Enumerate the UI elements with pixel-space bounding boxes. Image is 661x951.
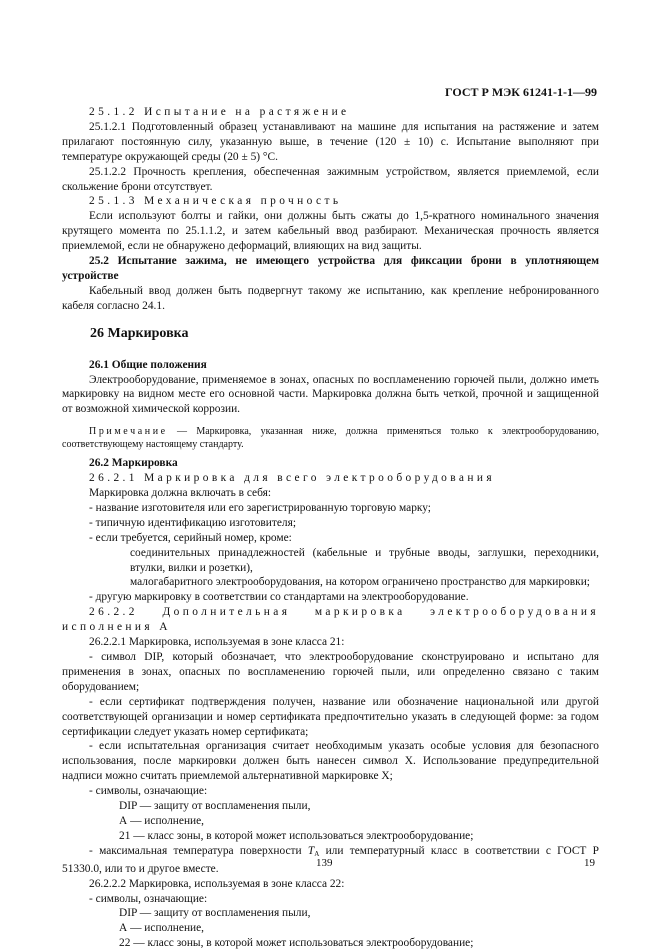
- document-header: ГОСТ Р МЭК 61241-1-1—99: [445, 85, 597, 99]
- list-item: - символы, означающие:: [89, 892, 208, 905]
- list-item: - если сертификат подтверждения получен, название или обозначение национальной или другой соответствующей организации и номер сертификата предпочтительно указать в следующей форме: за годом сертификации следует указать номер сертификата;: [62, 695, 599, 738]
- section-heading: 26.2 Маркировка: [89, 457, 178, 470]
- sub-list-item: А — исполнение,: [119, 814, 205, 827]
- paragraph: Если используют болты и гайки, они должны быть сжаты до 1,5-кратного номинального значения крутящего момента по 25.1.1.2, и затем кабельный ввод разбирают. Механическая прочность является приемлемой, если не обнаружено деформаций, влияющих на вид защиты.: [62, 210, 599, 253]
- note-label: Примечание: [89, 426, 168, 438]
- section-heading: 25.1.3 Механическая прочность: [89, 195, 342, 208]
- paragraph: 26.2.2.1 Маркировка, используемая в зоне класса 21:: [89, 636, 345, 649]
- sub-list-item: 22 — класс зоны, в которой может использоваться электрооборудование;: [119, 937, 474, 950]
- text-fragment: - максимальная температура поверхности: [89, 844, 308, 857]
- paragraph: Маркировка должна включать в себя:: [89, 487, 272, 500]
- sub-list-item: соединительных принадлежностей (кабельные и трубные вводы, заглушки, переходники, втулки, вилки и розетки),: [130, 546, 599, 574]
- list-item: - типичную идентификацию изготовителя;: [89, 516, 296, 529]
- paragraph: 25.1.2.2 Прочность крепления, обеспеченная зажимным устройством, является приемлемой, если скольжение брони отсутствует.: [62, 165, 599, 193]
- section-heading: 25.2 Испытание зажима, не имеющего устройства для фиксации брони в уплотняющем устройстве: [62, 255, 599, 282]
- note: [62, 425, 599, 451]
- page-number-center: 139: [316, 857, 333, 869]
- temperature-subscript: A: [314, 849, 320, 858]
- text-fragment: или температурный класс в соответствии с ГОСТ Р 51330.0, или то и другое вместе.: [62, 844, 599, 875]
- section-heading: 25.1.2 Испытание на растяжение: [89, 106, 350, 118]
- paragraph: Кабельный ввод должен быть подвергнут такому же испытанию, как крепление небронированного кабеля согласно 24.1.: [62, 284, 599, 312]
- sub-list-item: малогабаритного электрооборудования, на котором ограничено пространство для маркировки;: [130, 576, 590, 589]
- note-text: — Маркировка, указанная ниже, должна применяться только к электрооборудованию, соответствующему настоящему стандарту.: [62, 426, 599, 451]
- list-item: - название изготовителя или его зарегистрированную торговую марку;: [89, 501, 431, 514]
- temperature-symbol: T: [307, 844, 315, 857]
- list-item: - символы, означающие:: [89, 785, 208, 798]
- chapter-title: 26 Маркировка: [90, 325, 189, 341]
- section-heading: 26.2.2 Дополнительная маркировка электрооборудования исполнения А: [62, 606, 599, 634]
- list-item: - символ DIP, который обозначает, что электрооборудование сконструировано и испытано для применения в зонах, опасных по воспламенению горючей пыли, или определенно связано с таким оборудованием;: [62, 651, 599, 693]
- document-body: [62, 105, 599, 951]
- paragraph: 26.2.2.2 Маркировка, используемая в зоне класса 22:: [89, 877, 345, 890]
- section-heading: 26.1 Общие положения: [89, 358, 207, 371]
- list-item: - если требуется, серийный номер, кроме:: [89, 531, 292, 544]
- paragraph: Электрооборудование, применяемое в зонах, опасных по воспламенению горючей пыли, должно иметь маркировку на видном месте его основной части. Маркировка должна быть четкой, прочной и защищенной от возможной химической коррозии.: [62, 373, 599, 416]
- sub-list-item: 21 — класс зоны, в которой может использоваться электрооборудование;: [119, 829, 474, 842]
- page-number-right: 19: [584, 857, 595, 869]
- sub-list-item: А — исполнение,: [119, 922, 205, 935]
- list-item: - если испытательная организация считает необходимым указать особые условия для безопасного использования, после маркировки должен быть нанесен символ X. Использование предупредительной надписи можно считать приемлемой альтернативной маркировке X;: [62, 740, 599, 783]
- sub-list-item: DIP — защиту от воспламенения пыли,: [119, 800, 311, 813]
- sub-list-item: DIP — защиту от воспламенения пыли,: [119, 907, 311, 920]
- list-item: - другую маркировку в соответствии со стандартами на электрооборудование.: [89, 591, 469, 604]
- paragraph: 25.1.2.1 Подготовленный образец устанавливают на машине для испытания на растяжение и затем прилагают постоянную силу, указанную выше, в течение (120 ± 10) с. Испытание выполняют при температуре окружающей среды (20 ± 5) °С.: [62, 120, 599, 163]
- section-heading: 26.2.1 Маркировка для всего электрооборудования: [89, 472, 495, 485]
